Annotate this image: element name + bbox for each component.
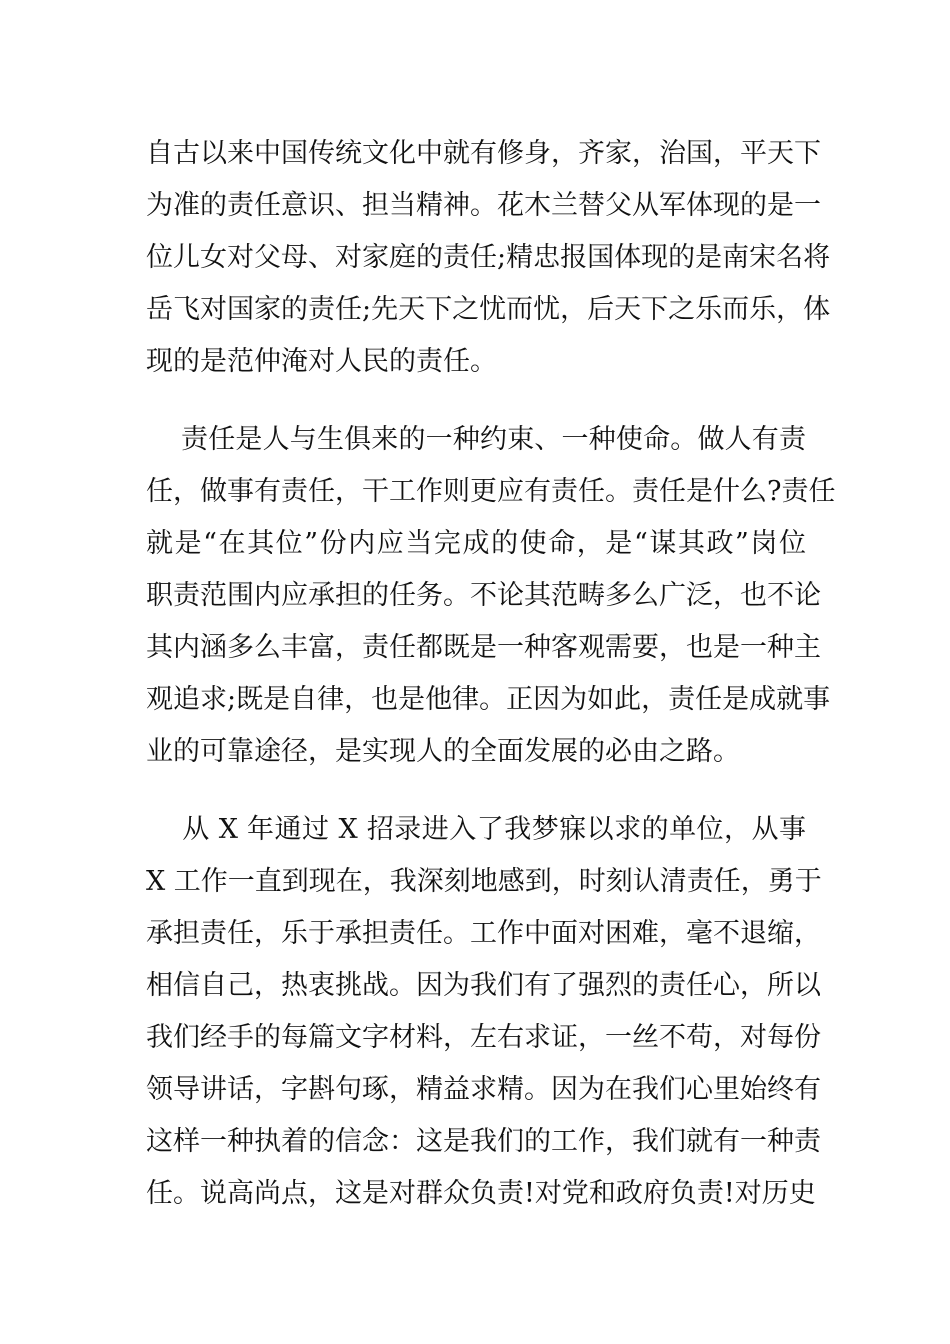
- text-line: 我们经手的每篇文字材料，左右求证，一丝不苟，对每份: [146, 1022, 821, 1053]
- text-line: 领导讲话，字斟句琢，精益求精。因为在我们心里始终有: [146, 1074, 821, 1105]
- text-line: 这样一种执着的信念：这是我们的工作，我们就有一种责: [146, 1126, 821, 1157]
- paragraph-gap: [146, 778, 806, 804]
- text-line: X 工作一直到现在，我深刻地感到，时刻认清责任，勇于: [146, 866, 822, 897]
- text-line: 岳飞对国家的责任;先天下之忧而忧，后天下之乐而乐，体: [146, 294, 831, 325]
- text-line: 为准的责任意识、担当精神。花木兰替父从军体现的是一: [146, 190, 821, 221]
- text-line: 业的可靠途径，是实现人的全面发展的必由之路。: [146, 736, 740, 767]
- text-line: 任。说高尚点，这是对群众负责!对党和政府负责!对历史: [146, 1178, 816, 1209]
- paragraph-3: [146, 804, 822, 1220]
- paragraph-gap: [146, 388, 806, 414]
- paragraph-2: [146, 414, 836, 778]
- text-line: 现的是范仲淹对人民的责任。: [146, 346, 497, 377]
- text-line: 从 X 年通过 X 招录进入了我梦寐以求的单位，从事: [146, 814, 806, 845]
- text-line: 职责范围内应承担的任务。不论其范畴多么广泛，也不论: [146, 580, 821, 611]
- text-line: 位儿女对父母、对家庭的责任;精忠报国体现的是南宋名将: [146, 242, 831, 273]
- paragraph-1: [146, 128, 831, 388]
- text-line: 其内涵多么丰富，责任都既是一种客观需要，也是一种主: [146, 632, 821, 663]
- text-line: 责任是人与生俱来的一种约束、一种使命。做人有责: [146, 424, 806, 455]
- text-line: 观追求;既是自律，也是他律。正因为如此，责任是成就事: [146, 684, 831, 715]
- text-line: 承担责任，乐于承担责任。工作中面对困难，毫不退缩，: [146, 918, 821, 949]
- document-body: [146, 128, 836, 1220]
- text-line: 任，做事有责任，干工作则更应有责任。责任是什么?责任: [146, 476, 836, 507]
- text-line: 相信自己，热衷挑战。因为我们有了强烈的责任心，所以: [146, 970, 821, 1001]
- text-line: 就是“在其位”份内应当完成的使命，是“谋其政”岗位: [146, 528, 806, 559]
- text-line: 自古以来中国传统文化中就有修身，齐家，治国，平天下: [146, 138, 821, 169]
